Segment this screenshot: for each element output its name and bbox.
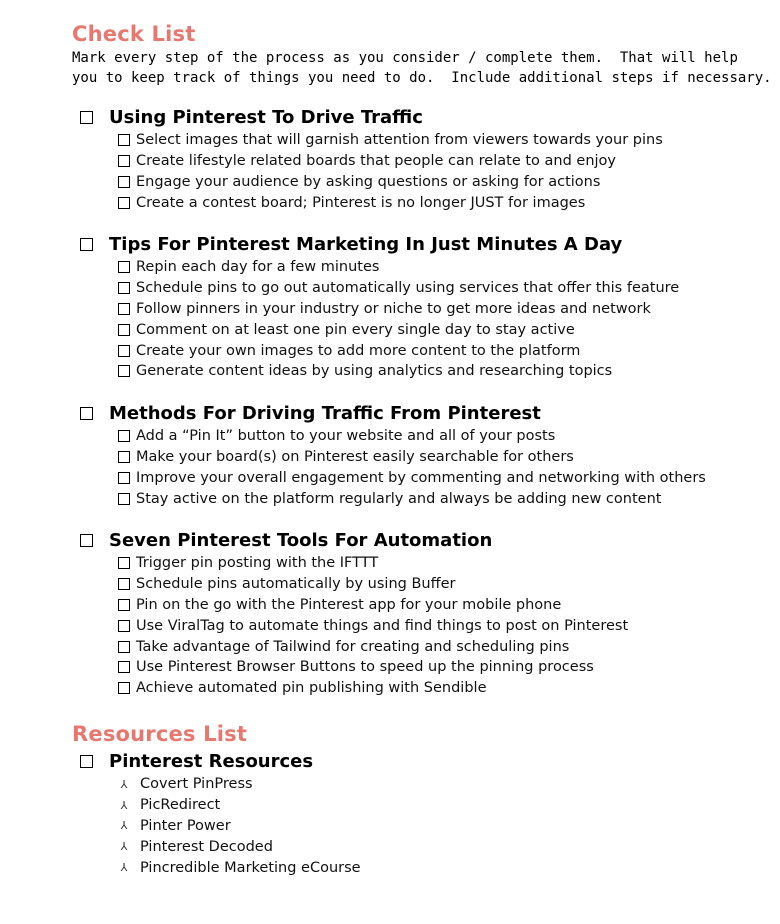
checklist-item [118, 319, 679, 340]
checklist-item [118, 151, 663, 172]
resource-item [118, 816, 361, 837]
resource-item [118, 774, 361, 795]
resource-text: Covert PinPress [140, 776, 253, 793]
checklist-item [118, 468, 706, 489]
item-checkbox[interactable] [118, 599, 130, 611]
section-title-row [80, 231, 679, 257]
section-checkbox[interactable] [80, 534, 93, 547]
checklist-item [118, 636, 628, 657]
item-checkbox[interactable] [118, 176, 130, 188]
section-items [80, 130, 663, 213]
section-title-row [80, 400, 706, 426]
item-text: Create your own images to add more content to the platform [136, 342, 581, 359]
item-text: Engage your audience by asking questions or asking for actions [136, 173, 601, 190]
section-items [80, 257, 679, 382]
checklist-item [118, 488, 706, 509]
item-text: Achieve automated pin publishing with Sendible [136, 680, 487, 697]
item-checkbox[interactable] [118, 261, 130, 273]
section-methods [80, 400, 706, 509]
section-checkbox[interactable] [80, 111, 93, 124]
item-text: Use ViralTag to automate things and find things to post on Pinterest [136, 617, 629, 634]
intro-line: you to keep track of things you need to do. Include additional steps if necessary. [72, 70, 772, 86]
section-title-row [80, 748, 361, 774]
item-text: Repin each day for a few minutes [136, 259, 380, 276]
checklist-item [118, 678, 628, 699]
resource-item [118, 857, 361, 878]
item-text: Select images that will garnish attention from viewers towards your pins [136, 132, 663, 149]
item-checkbox[interactable] [118, 578, 130, 590]
checklist-item [118, 657, 628, 678]
item-checkbox[interactable] [118, 324, 130, 336]
checklist-item [118, 574, 628, 595]
section-title: Seven Pinterest Tools For Automation [109, 529, 493, 551]
item-checkbox[interactable] [118, 493, 130, 505]
section-title-row [80, 527, 628, 553]
item-checkbox[interactable] [118, 661, 130, 673]
section-title: Tips For Pinterest Marketing In Just Minutes A Day [109, 233, 623, 255]
item-checkbox[interactable] [118, 472, 130, 484]
section-checkbox[interactable] [80, 755, 93, 768]
item-text: Improve your overall engagement by commenting and networking with others [136, 469, 706, 486]
checklist-item [118, 361, 679, 382]
resource-text: Pinter Power [140, 817, 231, 834]
section-title: Methods For Driving Traffic From Pinterest [109, 402, 541, 424]
item-checkbox[interactable] [118, 155, 130, 167]
item-text: Comment on at least one pin every single day to stay active [136, 321, 575, 338]
item-checkbox[interactable] [118, 365, 130, 377]
resources-heading: Resources List [72, 722, 248, 746]
resource-item [118, 795, 361, 816]
checklist-item [118, 257, 679, 278]
section-using-pinterest [80, 104, 663, 213]
item-text: Take advantage of Tailwind for creating and scheduling pins [136, 638, 570, 655]
checklist-item [118, 426, 706, 447]
resource-text: PicRedirect [140, 797, 221, 814]
item-checkbox[interactable] [118, 134, 130, 146]
item-text: Create a contest board; Pinterest is no longer JUST for images [136, 194, 586, 211]
item-checkbox[interactable] [118, 641, 130, 653]
resource-text: Pinterest Decoded [140, 838, 273, 855]
item-text: Generate content ideas by using analytics and researching topics [136, 363, 613, 380]
checklist-item [118, 595, 628, 616]
section-title: Pinterest Resources [109, 750, 314, 772]
section-tools [80, 527, 628, 699]
checklist-heading: Check List [72, 22, 196, 46]
item-checkbox[interactable] [118, 682, 130, 694]
section-checkbox[interactable] [80, 238, 93, 251]
checklist-item [118, 615, 628, 636]
item-checkbox[interactable] [118, 557, 130, 569]
checklist-item [118, 278, 679, 299]
item-text: Make your board(s) on Pinterest easily searchable for others [136, 449, 574, 466]
section-checkbox[interactable] [80, 407, 93, 420]
item-text: Stay active on the platform regularly and always be adding new content [136, 490, 662, 507]
intro-line: Mark every step of the process as you consider / complete them. That will help [72, 50, 738, 66]
arrow-tri-icon: ⅄ [120, 777, 128, 791]
section-title: Using Pinterest To Drive Traffic [109, 106, 423, 128]
intro-text [72, 48, 772, 88]
checklist-item [118, 192, 663, 213]
item-text: Follow pinners in your industry or niche to get more ideas and network [136, 300, 651, 317]
item-text: Schedule pins to go out automatically using services that offer this feature [136, 280, 680, 297]
checklist-item [118, 340, 679, 361]
item-checkbox[interactable] [118, 620, 130, 632]
checklist-item [118, 299, 679, 320]
resource-text: Pincredible Marketing eCourse [140, 859, 361, 876]
arrow-tri-icon: ⅄ [120, 861, 128, 875]
item-checkbox[interactable] [118, 430, 130, 442]
checklist-item [118, 130, 663, 151]
item-checkbox[interactable] [118, 451, 130, 463]
resource-items [80, 774, 361, 878]
item-text: Use Pinterest Browser Buttons to speed up the pinning process [136, 659, 594, 676]
section-title-row [80, 104, 663, 130]
checklist-item [118, 447, 706, 468]
item-text: Trigger pin posting with the IFTTT [136, 555, 379, 572]
section-items [80, 426, 706, 509]
item-text: Schedule pins automatically by using Buffer [136, 576, 456, 593]
checklist-item [118, 553, 628, 574]
item-checkbox[interactable] [118, 282, 130, 294]
arrow-tri-icon: ⅄ [120, 840, 128, 854]
arrow-tri-icon: ⅄ [120, 819, 128, 833]
item-text: Pin on the go with the Pinterest app for your mobile phone [136, 596, 562, 613]
item-checkbox[interactable] [118, 345, 130, 357]
item-checkbox[interactable] [118, 197, 130, 209]
section-tips [80, 231, 679, 382]
item-text: Add a “Pin It” button to your website and all of your posts [136, 428, 556, 445]
resource-item [118, 836, 361, 857]
arrow-tri-icon: ⅄ [120, 798, 128, 812]
item-text: Create lifestyle related boards that people can relate to and enjoy [136, 153, 616, 170]
section-items [80, 553, 628, 699]
section-resources [80, 748, 361, 878]
checklist-item [118, 172, 663, 193]
item-checkbox[interactable] [118, 303, 130, 315]
